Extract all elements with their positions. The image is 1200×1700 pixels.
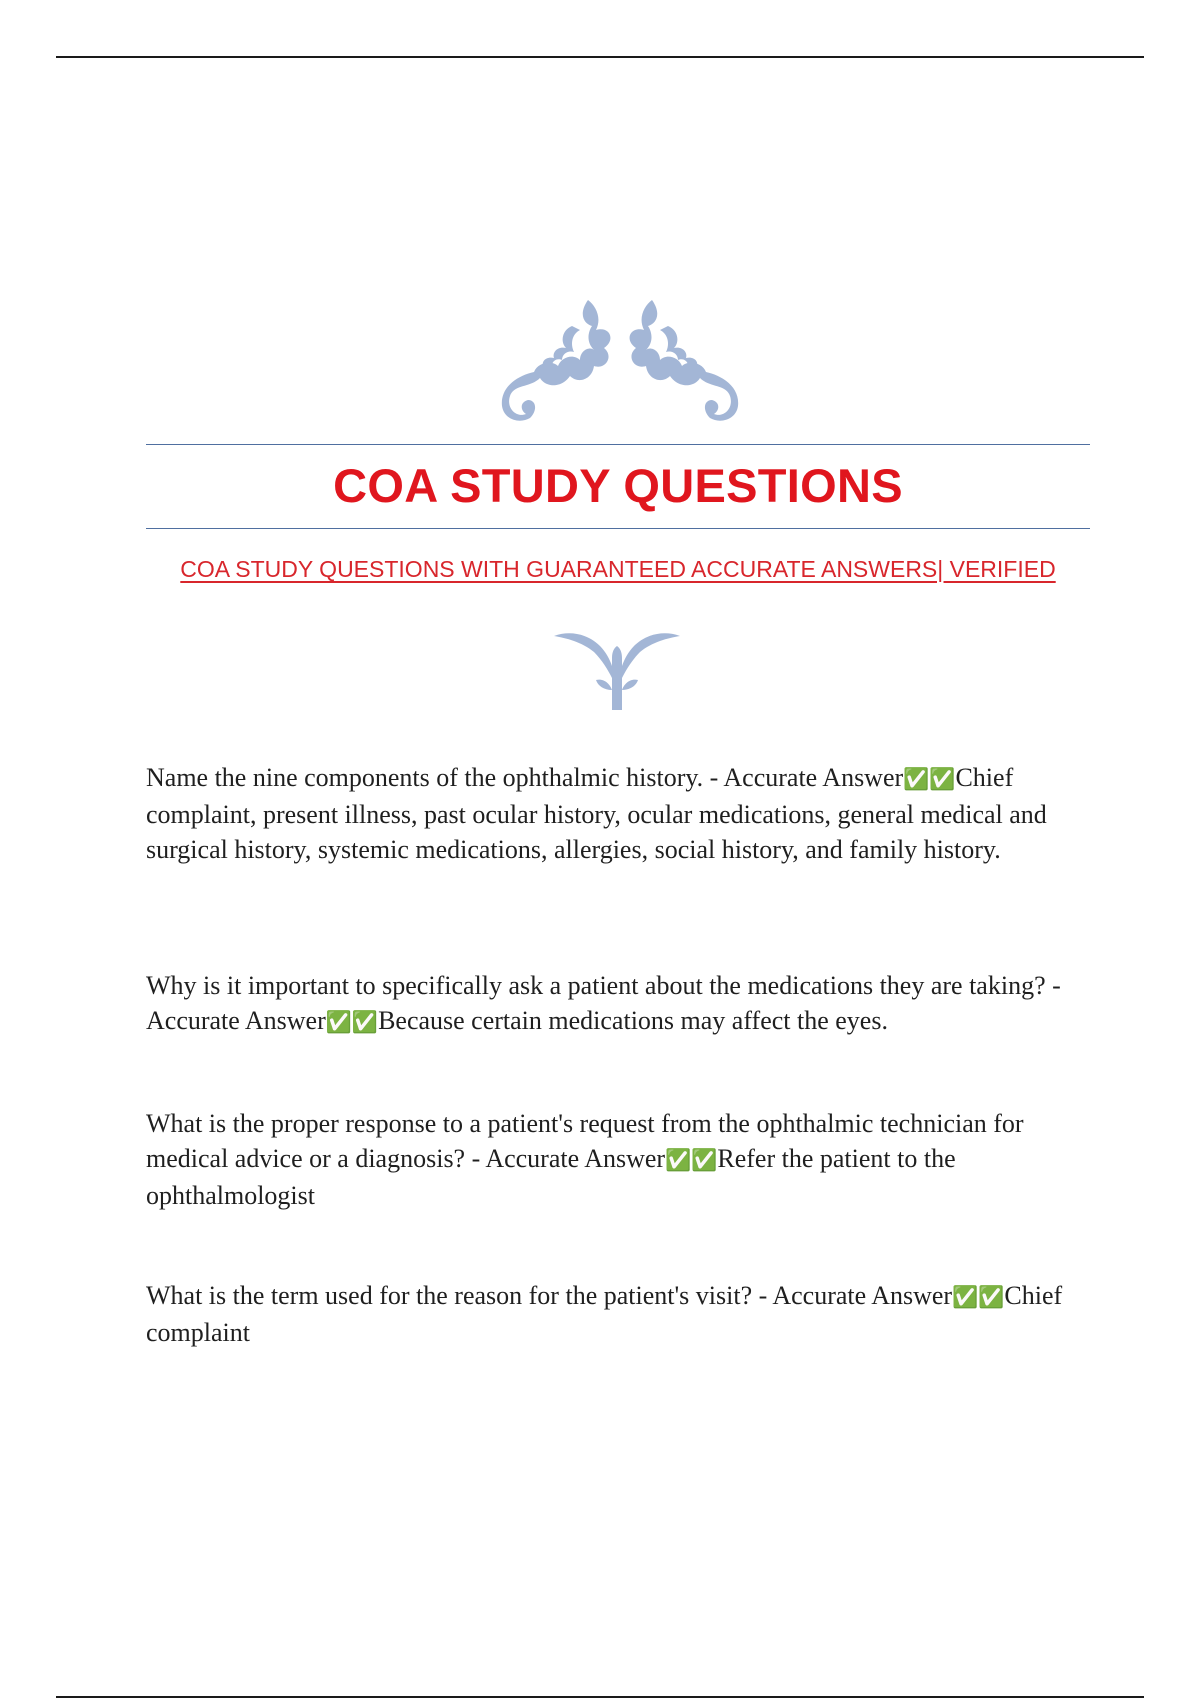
check-circle-icon: ✅✅	[665, 1148, 718, 1172]
page-bottom-rule	[56, 1696, 1144, 1698]
check-circle-icon: ✅✅	[325, 1010, 379, 1034]
question-text: Why is it important to specifically ask a patient about the medications they are taking? - Accurate Answer	[146, 971, 1061, 1035]
question-text: What is the proper response to a patient's request from the ophthalmic technician for medical advice or a diagnosis? - Accurate Answer	[146, 1109, 1024, 1173]
qa-item	[146, 1106, 1096, 1213]
floral-flourish-icon	[500, 296, 740, 426]
title-rule-lower	[146, 528, 1090, 529]
question-text: What is the term used for the reason for the patient's visit? - Accurate Answer	[146, 1281, 953, 1310]
check-circle-icon: ✅✅	[903, 767, 956, 791]
qa-item	[146, 1278, 1096, 1350]
answer-text: Chief complaint	[146, 1281, 1063, 1347]
check-circle-icon: ✅✅	[952, 1285, 1005, 1309]
qa-item	[146, 968, 1096, 1040]
title-rule-upper	[146, 444, 1090, 445]
qa-item	[146, 760, 1096, 867]
answer-text: Chief complaint, present illness, past ocular history, ocular medications, general medical and surgical history, systemic medications, allergies, social history, and family history.	[146, 763, 1047, 864]
question-text: Name the nine components of the ophthalmic history. - Accurate Answer	[146, 763, 904, 792]
fleuron-icon	[552, 630, 682, 714]
answer-text: Refer the patient to the ophthalmologist	[146, 1144, 956, 1210]
page-subtitle: COA STUDY QUESTIONS WITH GUARANTEED ACCURATE ANSWERS| VERIFIED	[180, 556, 1056, 582]
page-title: COA STUDY QUESTIONS	[333, 459, 903, 512]
page-top-rule	[56, 56, 1144, 58]
answer-text: Because certain medications may affect the eyes.	[378, 1006, 888, 1035]
